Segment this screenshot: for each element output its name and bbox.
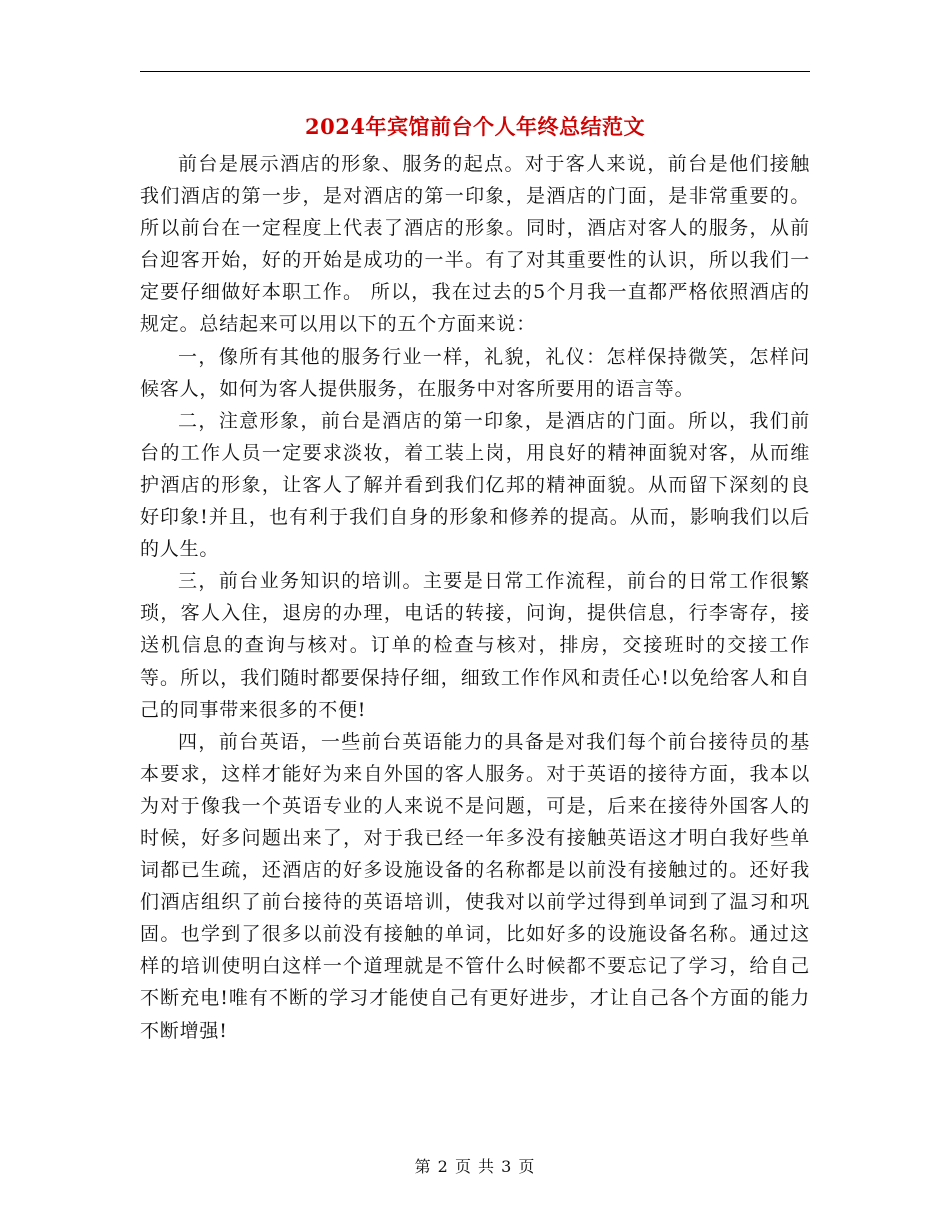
paragraph-point-three: 三，前台业务知识的培训。主要是日常工作流程，前台的日常工作很繁琐，客人入住，退房的办理，电话的转接，问询，提供信息，行李寄存，接送机信息的查询与核对。订单的检查与核对，排房，交接班时的交接工作等。所以，我们随时都要保持仔细，细致工作作风和责任心!以免给客人和自己的同事带来很多的不便! (140, 570, 810, 721)
page-number-footer: 第 2 页 共 3 页 (414, 1157, 536, 1176)
document-title: 2024年宾馆前台个人年终总结范文 (305, 114, 645, 139)
header-rule (140, 71, 810, 72)
paragraph-point-two: 二，注意形象，前台是酒店的第一印象，是酒店的门面。所以，我们前台的工作人员一定要求淡妆，着工装上岗，用良好的精神面貌对客，从而维护酒店的形象，让客人了解并看到我们亿邦的精神面貌。从而留下深刻的良好印象!并且，也有利于我们自身的形象和修养的提高。从而，影响我们以后的人生。 (140, 409, 810, 561)
paragraph-intro: 前台是展示酒店的形象、服务的起点。对于客人来说，前台是他们接触我们酒店的第一步，是对酒店的第一印象，是酒店的门面，是非常重要的。所以前台在一定程度上代表了酒店的形象。同时，酒店对客人的服务，从前台迎客开始，好的开始是成功的一半。有了对其重要性的认识，所以我们一定要仔细做好本职工作。 所以，我在过去的5个月我一直都严格依照酒店的规定。总结起来可以用以下的五个方面来说： (140, 153, 810, 336)
paragraph-point-one: 一，像所有其他的服务行业一样，礼貌，礼仪：怎样保持微笑，怎样问候客人，如何为客人提供服务，在服务中对客所要用的语言等。 (140, 345, 810, 400)
document-body (140, 148, 810, 1047)
paragraph-point-four: 四，前台英语，一些前台英语能力的具备是对我们每个前台接待员的基本要求，这样才能好为来自外国的客人服务。对于英语的接待方面，我本以为对于像我一个英语专业的人来说不是问题，可是，后来在接待外国客人的时候，好多问题出来了，对于我已经一年多没有接触英语这才明白我好些单词都已生疏，还酒店的好多设施设备的名称都是以前没有接触过的。还好我们酒店组织了前台接待的英语培训，使我对以前学过得到单词到了温习和巩固。也学到了很多以前没有接触的单词，比如好多的设施设备名称。通过这样的培训使明白这样一个道理就是不管什么时候都不要忘记了学习，给自己不断充电!唯有不断的学习才能使自己有更好进步，才让自己各个方面的能力不断增强! (140, 730, 810, 1042)
